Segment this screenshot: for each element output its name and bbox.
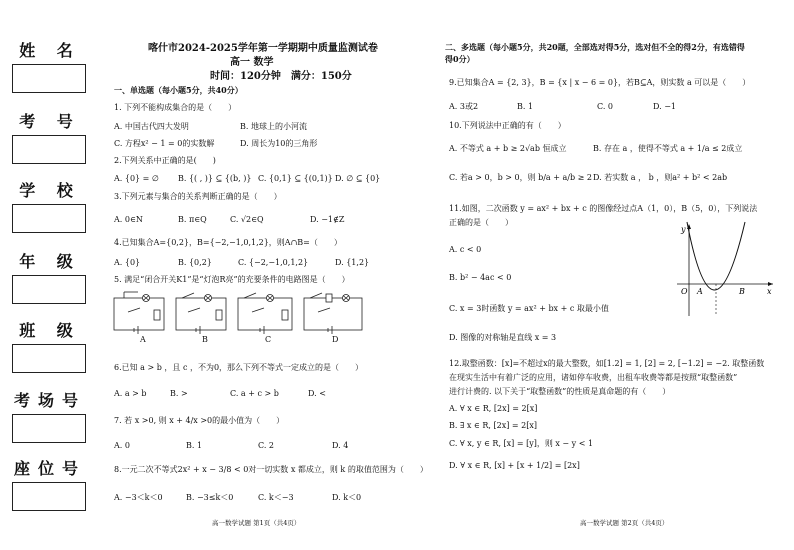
school-box[interactable] — [12, 204, 86, 233]
page-1 — [110, 0, 430, 550]
exam-room-field — [10, 390, 90, 443]
question-12-cont-2: 进行计费的. 以下关于“取整函数”的性质是真命题的有（ ） — [449, 387, 671, 396]
question-10: 10.下列说法中正确的有（ ） — [449, 121, 566, 130]
q6-option-a[interactable]: A. a > b — [114, 389, 147, 398]
section-1-heading: 一、单选题（每小题5分，共40分） — [114, 85, 243, 95]
q10-option-a[interactable]: A. 不等式 a + b ≥ 2√ab 恒成立 — [449, 144, 567, 153]
q4-option-b[interactable]: B. {0,2} — [178, 258, 212, 267]
circuit-label-d: D — [332, 335, 339, 344]
question-11: 11.如图，二次函数 y = ax² + bx + c 的图像经过点A（1，0），B（5，0），下列说法 — [449, 204, 758, 213]
q6-option-d[interactable]: D. < — [308, 389, 326, 398]
q7-option-a[interactable]: A. 0 — [114, 441, 130, 450]
q9-option-c[interactable]: C. 0 — [597, 102, 614, 111]
question-1: 1. 下列不能构成集合的是（ ） — [114, 103, 237, 112]
q8-option-b[interactable]: B. −3≤k＜0 — [186, 493, 234, 502]
circuit-d[interactable] — [304, 293, 362, 334]
page-2-footer: 高一数学试题 第2页（共4页） — [580, 519, 669, 527]
seat-number-field — [10, 458, 90, 511]
parabola-graph — [673, 220, 777, 318]
q10-option-d[interactable]: D. 若实数 a ， b ，则a² + b² < 2ab — [593, 173, 728, 182]
question-4: 4.已知集合A={0,2}，B={−2,−1,0,1,2}，则A∩B=（ ） — [114, 238, 342, 247]
q1-option-d[interactable]: D. 周长为10的三角形 — [240, 139, 318, 148]
q1-option-b[interactable]: B. 地球上的小河流 — [240, 122, 307, 131]
question-11-cont: 正确的是（ ） — [449, 218, 513, 227]
graph-point-b-label: B — [739, 287, 745, 296]
q3-option-a[interactable]: A. 0∈N — [114, 215, 143, 224]
exam-number-field — [10, 111, 90, 164]
circuit-c[interactable] — [238, 293, 292, 334]
q6-option-c[interactable]: C. a + c > b — [230, 389, 279, 398]
seat-number-box[interactable] — [12, 482, 86, 511]
circuit-label-a: A — [140, 335, 146, 344]
q11-option-b[interactable]: B. b² − 4ac < 0 — [449, 273, 512, 282]
question-2: 2.下列关系中正确的是( ) — [114, 156, 216, 165]
circuit-a[interactable] — [114, 292, 164, 334]
q9-option-a[interactable]: A. 3或2 — [449, 102, 479, 111]
graph-y-axis-label: y — [681, 225, 686, 234]
q1-option-a[interactable]: A. 中国古代四大发明 — [114, 122, 189, 131]
question-9: 9.已知集合A = {2, 3}，B = {x | x − 6 = 0}，若B⊆A，则实数 a 可以是（ ） — [449, 78, 751, 87]
question-12-cont-1: 在现实生活中有着广泛的应用，诸如停车收费，出租车收费等都是按照“取整函数” — [449, 373, 738, 382]
q4-option-d[interactable]: D. {1,2} — [335, 258, 370, 267]
exam-number-label: 考 号 — [19, 112, 81, 131]
exam-time: 时间：120分钟 满分：150分 — [210, 71, 352, 82]
grade-field — [10, 251, 90, 304]
question-5: 5. 满足“闭合开关K1”是“灯泡R亮”的充要条件的电路图是（ ） — [114, 275, 350, 284]
question-3: 3.下列元素与集合的关系判断正确的是（ ） — [114, 192, 282, 201]
section-2-heading-cont: 得0分） — [445, 54, 475, 64]
seat-number-label: 座位号 — [13, 459, 86, 478]
circuit-label-c: C — [265, 335, 272, 344]
school-field — [10, 180, 90, 233]
q2-option-c[interactable]: C. {0,1} ⊆ {(0,1)} — [258, 174, 333, 183]
circuit-label-b: B — [202, 335, 208, 344]
question-6: 6.已知 a > b ，且 c ，不为0，那么下列不等式一定成立的是（ ） — [114, 363, 364, 372]
class-label: 班 级 — [19, 321, 81, 340]
grade-box[interactable] — [12, 275, 86, 304]
class-field — [10, 320, 90, 373]
q9-option-b[interactable]: B. 1 — [517, 102, 534, 111]
page-1-footer: 高一数学试题 第1页（共4页） — [212, 519, 301, 527]
name-box[interactable] — [12, 64, 86, 93]
page-2 — [445, 0, 790, 550]
q2-option-d[interactable]: D. ∅ ⊆ {0} — [335, 174, 381, 183]
q11-option-c[interactable]: C. x = 3时函数 y = ax² + bx + c 取最小值 — [449, 304, 609, 313]
exam-subtitle: 高一 数学 — [230, 57, 274, 68]
q7-option-b[interactable]: B. 1 — [186, 441, 203, 450]
exam-room-box[interactable] — [12, 414, 86, 443]
class-box[interactable] — [12, 344, 86, 373]
student-info-sidebar — [0, 0, 100, 550]
circuit-b[interactable] — [176, 293, 226, 334]
q9-option-d[interactable]: D. −1 — [653, 102, 677, 111]
q12-option-d[interactable]: D. ∀ x ∈ R, [x] + [x + 1/2] = [2x] — [449, 461, 580, 470]
q12-option-a[interactable]: A. ∀ x ∈ R, [2x] = 2[x] — [449, 404, 538, 413]
q2-option-a[interactable]: A. {0} = ∅ — [114, 174, 159, 183]
q12-option-b[interactable]: B. ∃ x ∈ R, [2x] = 2[x] — [449, 421, 537, 430]
q3-option-d[interactable]: D. −1∉Z — [310, 215, 345, 224]
q8-option-d[interactable]: D. k＜0 — [332, 493, 362, 502]
q8-option-c[interactable]: C. k＜−3 — [258, 493, 294, 502]
q4-option-a[interactable]: A. {0} — [114, 258, 141, 267]
q3-option-b[interactable]: B. π∈Q — [178, 215, 207, 224]
name-field — [10, 40, 90, 93]
exam-number-box[interactable] — [12, 135, 86, 164]
q2-option-b[interactable]: B. {( , )} ⊆ {(b, )} — [178, 174, 252, 183]
graph-origin-label: O — [681, 287, 688, 296]
circuit-diagrams — [110, 288, 370, 346]
q11-option-d[interactable]: D. 图像的对称轴是直线 x = 3 — [449, 333, 557, 342]
q6-option-b[interactable]: B. > — [170, 389, 188, 398]
q4-option-c[interactable]: C. {−2,−1,0,1,2} — [238, 258, 309, 267]
q7-option-c[interactable]: C. 2 — [258, 441, 275, 450]
question-7: 7. 若 x >0, 则 x + 4/x >0的最小值为（ ） — [114, 416, 285, 425]
q12-option-c[interactable]: C. ∀ x, y ∈ R, [x] = [y]，则 x − y < 1 — [449, 439, 594, 448]
q11-option-a[interactable]: A. c < 0 — [449, 245, 482, 254]
exam-title: 喀什市2024-2025学年第一学期期中质量监测试卷 — [148, 43, 378, 54]
q8-option-a[interactable]: A. −3＜k＜0 — [114, 493, 163, 502]
graph-x-axis-label: x — [767, 287, 772, 296]
question-8: 8.一元二次不等式2x² + x − 3/8 < 0对一切实数 x 都成立，则 k 的取值范围为（ ） — [114, 465, 428, 474]
q10-option-b[interactable]: B. 存在 a ，使得不等式 a + 1/a ≤ 2成立 — [593, 144, 743, 153]
q3-option-c[interactable]: C. √2∈Q — [230, 215, 264, 224]
q7-option-d[interactable]: D. 4 — [332, 441, 349, 450]
section-2-heading: 二、多选题（每小题5分，共20题，全部选对得5分，选对但不全的得2分，有选错得 — [445, 42, 745, 52]
graph-point-a-label: A — [697, 287, 703, 296]
grade-label: 年 级 — [19, 252, 81, 271]
school-label: 学 校 — [19, 181, 81, 200]
q1-option-c[interactable]: C. 方程x² − 1 = 0的实数解 — [114, 139, 215, 148]
exam-room-label: 考场号 — [13, 391, 86, 410]
question-12: 12.取整函数：[x]=不超过x的最大整数，如[1.2] = 1, [2] = 2, [−1.2] = −2. 取整函数 — [449, 359, 765, 368]
q10-option-c[interactable]: C. 若a > 0，b > 0，则 b/a + a/b ≥ 2 — [449, 173, 592, 182]
name-label: 姓 名 — [19, 41, 81, 60]
